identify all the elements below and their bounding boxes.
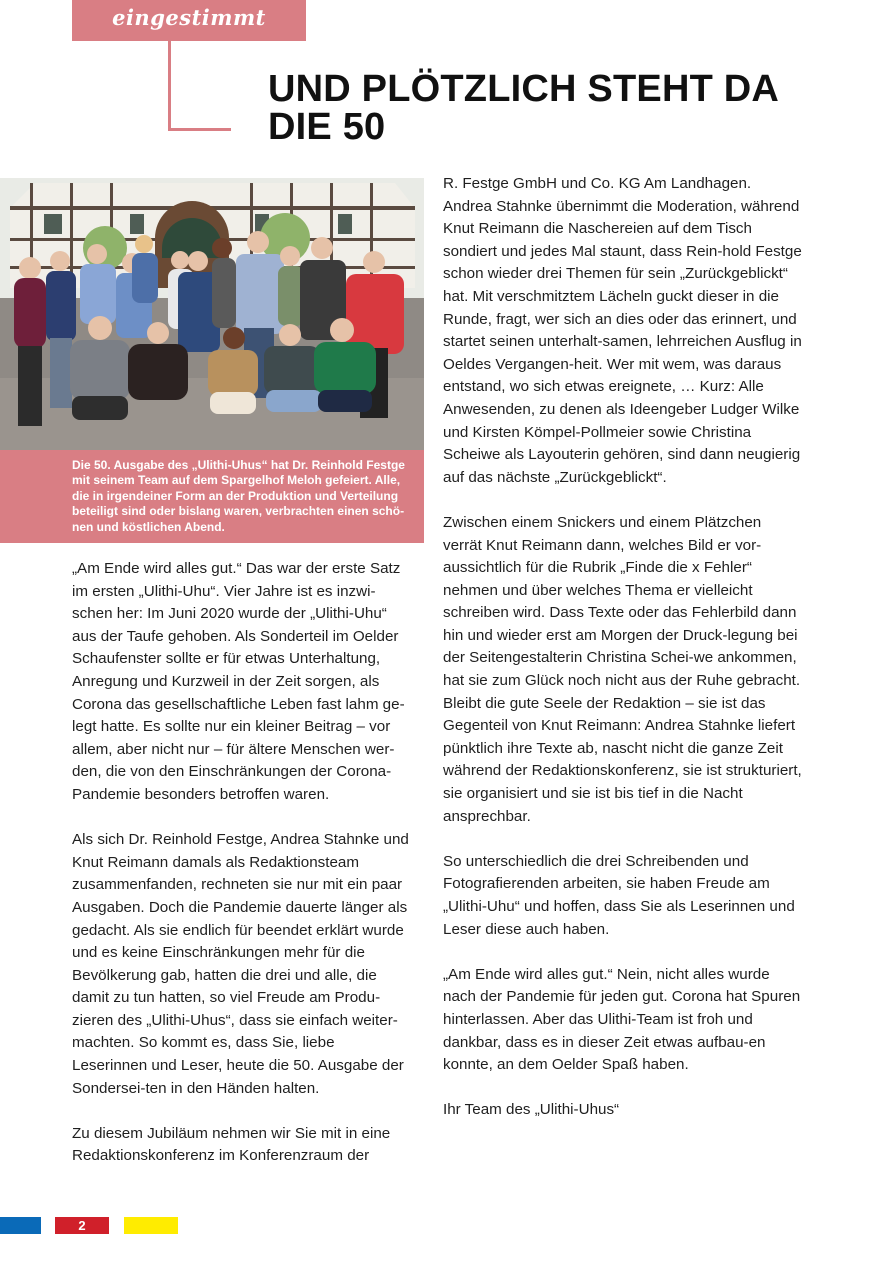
article-column-right [443,173,803,1145]
article-paragraph: Als sich Dr. Reinhold Festge, Andrea Stahnke und Knut Reimann damals als Redaktionsteam zusammenfanden, rechneten sie nur mit ein paar Ausgaben. Doch die Pandemie dauerte länger als gedacht. Als sie endlich für beendet erklärt wurde und es keine Einschränkungen mehr für die Bevölkerung gab, hatten die drei und alle, die damit zu tun hatten, so viel Freude am Produ-zieren des „Ulithi-Uhus“, dass sie einfach weiter-machten. So kommt es, dass Sie, liebe Leserinnen und Leser, heute die 50. Ausgabe der Sondersei-ten in den Händen halten. [72,831,409,1097]
article-paragraph: Zu diesem Jubiläum nehmen wir Sie mit in eine Redaktionskonferenz im Konferenzraum der [72,1124,391,1165]
article-paragraph: „Am Ende wird alles gut.“ Nein, nicht alles wurde nach der Pandemie für jeden gut. Corona hat Spuren hinterlassen. Aber das Ulithi-Team ist froh und dankbar, dass es in dieser Zeit etwas aufbau-en konnte, an dem Oelder Spaß haben. [443,965,801,1074]
section-kicker [72,0,306,41]
page-title: UND PLÖTZLICH STEHT DA DIE 50 [268,68,778,148]
photo-caption: Die 50. Ausgabe des „Ulithi-Uhus“ hat Dr. Reinhold Festge mit seinem Team auf dem Spargelhof Meloh gefeiert. Alle, die in irgendeiner Form an der Produktion und Verteilung beteiligt sind oder bislang waren, verbrachten einen schö-nen und köstlichen Abend. [0,450,424,543]
article-paragraph: R. Festge GmbH und Co. KG Am Landhagen. Andrea Stahnke übernimmt die Moderation, während Knut Reimann die Naschereien auf dem Tisch sondiert und jedes Mal staunt, dass Rein-hold Festge schon wieder drei Themen für sein „Zurückgeblickt“ hat. Mit verschmitztem Lächeln guckt dieser in die Runde, fragt, wer sich an dies oder das erinnert, und startet seinen unterhalt-samen, lehrreichen Ausflug in Oeldes Vergangen-heit. Wer mit wem, was daraus entstand, wo sich etwas ereignete, … Kurz: Alle Anwesenden, zu denen als Ideengeber Ludger Wilke und Kirsten Kömpel-Pollmeier sowie Christina Scheiwe als Layouterin gehören, sind dann neugierig auf das nächste „Zurückgeblickt“. [443,175,802,486]
section-kicker-label: eingestimmt [112,5,266,30]
article-paragraph: Bleibt die gute Seele der Redaktion – sie ist das Gegenteil von Knut Reimann: Andrea Stahnke liefert pünktlich ihre Texte ab, nascht nicht die ganze Zeit während der Redaktionskonferenz, sie ist strukturiert, sie organisiert und sie ist bis tief in die Nacht ansprechbar. [443,694,802,825]
article-signature: Ihr Team des „Ulithi-Uhus“ [443,1101,620,1119]
footer-color-bar-blue [0,1217,41,1234]
decorative-connector-vertical [168,41,171,131]
article-paragraph: Zwischen einem Snickers und einem Plätzchen verrät Knut Reimann dann, welches Bild er vor-aussichtlich für die Rubrik „Finde die x Fehler“ nehmen und über welches Thema er vielleicht schreiben wird. Dass Texte oder das Fehlerbild dann hin und wieder erst am Morgen der Druck-legung bei der Seitengestalterin Christina Schei-we ankommen, hat sie zum Glück noch nicht aus der Ruhe gebracht. [443,513,801,690]
article-column-left [72,558,412,1191]
team-photo [0,178,424,450]
decorative-connector-horizontal [168,128,231,131]
article-paragraph: „Am Ende wird alles gut.“ Das war der erste Satz im ersten „Ulithi-Uhu“. Vier Jahre ist es inzwi-schen her: Im Juni 2020 wurde der „Ulithi-Uhu“ aus der Taufe gehoben. Als Sonderteil im Oelder Schaufenster sollte er für etwas Unterhaltung, Anregung und Kurzweil in der Zeit sorgen, als Corona das gesellschaftliche Leben fast lahm ge-legt hatte. Es sollte nur ein kleiner Beitrag – vor allem, aber nicht nur – für ältere Menschen wer-den, die von den Einschränkungen der Corona-Pandemie besonders betroffen waren. [72,560,405,803]
page-number: 2 [55,1217,109,1234]
footer-color-bar-yellow [124,1217,178,1234]
team-photo-illustration [0,178,424,450]
article-paragraph: So unterschiedlich die drei Schreibenden und Fotografierenden arbeiten, sie haben Freude am „Ulithi-Uhu“ und hoffen, dass Sie als Leserinnen und Leser diese auch haben. [443,852,795,938]
